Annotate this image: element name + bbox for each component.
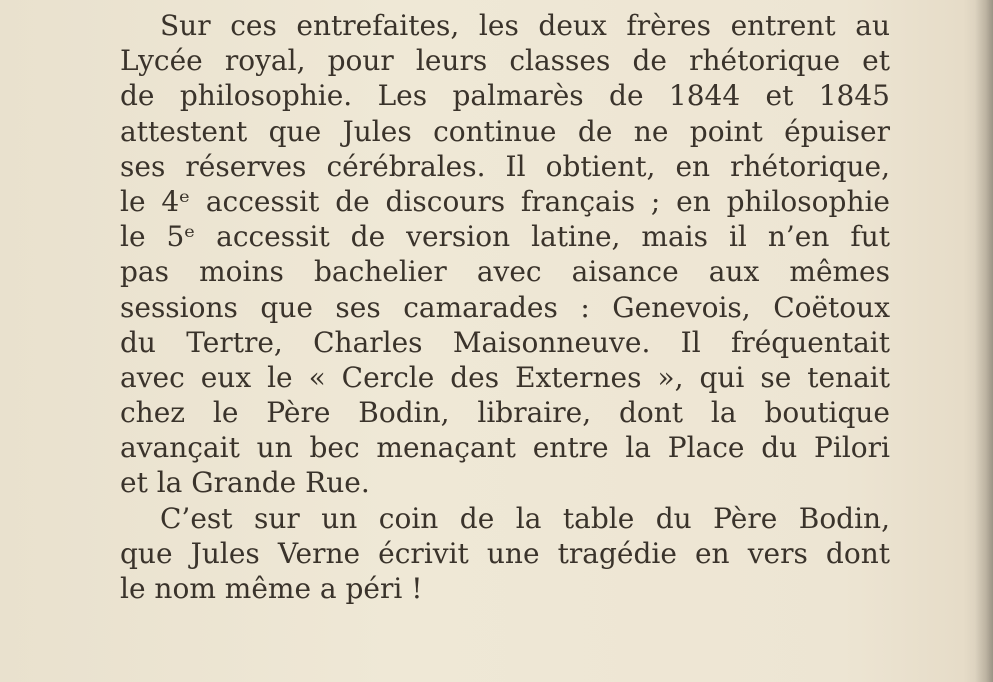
text-line: chez le Père Bodin, libraire, dont la boutique <box>120 396 890 430</box>
paragraph-1 <box>120 8 890 501</box>
text-line: du Tertre, Charles Maisonneuve. Il fréquentait <box>120 325 890 359</box>
text-line: avançait un bec menaçant entre la Place du Pilori <box>120 431 890 465</box>
text-line: le nom même a péri ! <box>120 572 423 605</box>
text-line: Sur ces entrefaites, les deux frères entrent au <box>160 9 890 42</box>
text-line: sessions que ses camarades : Genevois, Coëtoux <box>120 290 890 324</box>
page-gutter-shadow <box>975 0 993 682</box>
text-line: avec eux le « Cercle des Externes », qui se tenait <box>120 360 890 394</box>
text-line: Lycée royal, pour leurs classes de rhétorique et <box>120 44 890 78</box>
text-line: de philosophie. Les palmarès de 1844 et 1845 <box>120 79 890 113</box>
text-line: attestent que Jules continue de ne point épuiser <box>120 114 890 148</box>
paragraph-2 <box>120 501 890 607</box>
text-line: et la Grande Rue. <box>120 466 370 500</box>
text-line: pas moins bachelier avec aisance aux mêmes <box>120 255 890 289</box>
text-line: le 4ᵉ accessit de discours français ; en philosophie <box>120 184 890 218</box>
text-line: C’est sur un coin de la table du Père Bodin, <box>160 501 890 535</box>
text-line: le 5ᵉ accessit de version latine, mais il n’en fut <box>120 220 890 254</box>
text-line: ses réserves cérébrales. Il obtient, en rhétorique, <box>120 149 890 183</box>
text-line: que Jules Verne écrivit une tragédie en vers dont <box>120 536 890 570</box>
body-text <box>120 8 890 606</box>
